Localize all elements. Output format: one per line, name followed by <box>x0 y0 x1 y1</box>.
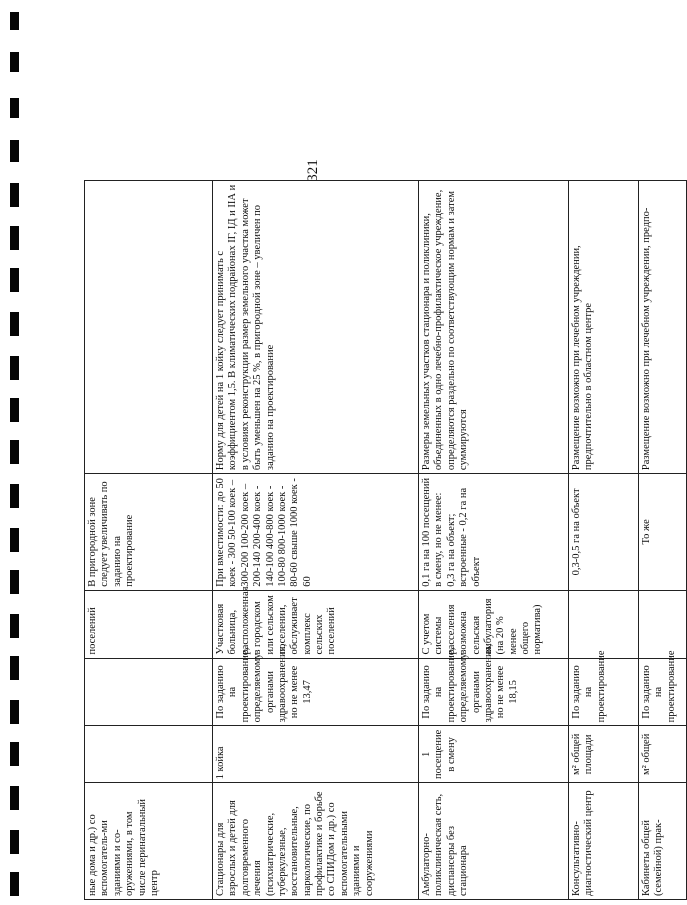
binding-mark <box>10 742 19 766</box>
binding-mark <box>10 700 19 724</box>
remarks-cell: Размеры земельных участков стационара и поликлиники, объединенных в одно лечебно-профилактическое учреждение, определяются раздельно по соответствующим нормам и затем суммируются <box>419 181 569 474</box>
binding-mark <box>10 140 19 162</box>
note-cell <box>569 590 639 658</box>
remarks-cell: Размещение возможно при лечебном учреждении, предпочтительно в областном центре <box>569 181 639 474</box>
norms-table <box>84 180 687 900</box>
norm-cell: По заданию на проектирование, определяемому органами здравоохранения, но не менее 18,15 <box>419 658 569 726</box>
area-cell: То же <box>639 474 687 591</box>
binding-mark <box>10 268 19 292</box>
remarks-cell: Размещение возможно при лечебном учреждении, предпо- <box>639 181 687 474</box>
facility-cell: ные дома и др.) со вспомогатель-ми зданиями и со-оружениями, в том числе перинатальный центр <box>85 783 213 900</box>
unit-cell: м² общей <box>639 726 687 783</box>
table-row <box>85 181 213 900</box>
binding-mark <box>10 614 19 638</box>
facility-cell: Стационары для взрослых и детей для долговременного лечения (психиатрические, туберкулезные, восстановительные, наркологические, по профилактике и борьбе со СПИДом и др.) со вспомогательными зданиями и сооружениями <box>213 783 419 900</box>
area-cell: 0,1 га на 100 посещений в смену, но не менее: 0,3 га на объект; встроенные - 0,2 га на объект <box>419 474 569 591</box>
binding-mark <box>10 872 19 896</box>
norms-table-container <box>84 180 677 900</box>
unit-cell: м² общей площади <box>569 726 639 783</box>
binding-mark <box>10 12 19 30</box>
remarks-cell <box>85 181 213 474</box>
facility-cell: Консультативно-диагностический центр <box>569 783 639 900</box>
binding-mark <box>10 183 19 207</box>
remarks-cell: Норму для детей на 1 койку следует принимать с коэффициентом 1,5. В климатических подрайонах IГ, IД и IIА и в условиях реконструкции размер земельного участка может быть уменьшен на 25 %, в пригородной зоне – увеличен по заданию на проектирование <box>213 181 419 474</box>
rotated-page-area <box>84 180 677 900</box>
page-number: 321 <box>304 159 321 182</box>
facility-cell: Амбулаторно-поликлиническая сеть, диспансеры без стационара <box>419 783 569 900</box>
binding-mark <box>10 484 19 508</box>
binding-mark <box>10 356 19 380</box>
binding-mark <box>10 398 19 422</box>
binding-mark <box>10 786 19 810</box>
table-row <box>639 181 687 900</box>
binding-mark <box>10 52 19 72</box>
binding-mark <box>10 528 19 552</box>
note-cell <box>639 590 687 658</box>
unit-cell <box>85 726 213 783</box>
table-row <box>213 181 419 900</box>
note-cell: поселений <box>85 590 213 658</box>
area-cell: В пригородной зоне следует увеличивать по заданию на проектирование <box>85 474 213 591</box>
unit-cell: 1 койка <box>213 726 419 783</box>
binding-mark <box>10 312 19 336</box>
norm-cell: По заданию на проектирование, определяемому органами здравоохранения, но не менее 13,47 <box>213 658 419 726</box>
binding-mark <box>10 226 19 250</box>
norm-cell: По заданию на проектирование <box>569 658 639 726</box>
norm-cell <box>85 658 213 726</box>
area-cell: При вместимости: до 50 коек - 300 50-100 коек – 300-200 100-200 коек – 200-140 200-400 коек - 140-100 400-800 коек - 100-80 800-1000 коек - 80-60 свыше 1000 коек - 60 <box>213 474 419 591</box>
norm-cell: По заданию на проектирование <box>639 658 687 726</box>
binding-mark <box>10 656 19 680</box>
table-row <box>569 181 639 900</box>
facility-cell: Кабинеты общей (семейной) прак- <box>639 783 687 900</box>
area-cell: 0,3-0,5 га на объект <box>569 474 639 591</box>
note-cell: Участковая больница, расположенная в городском или сельском поселении, обслуживает комплекс сельских поселений <box>213 590 419 658</box>
binding-mark <box>10 570 19 594</box>
note-cell: С учетом системы расселения возможна сельская амбулатория (на 20 % менее общего норматива) <box>419 590 569 658</box>
binding-mark <box>10 830 19 854</box>
table-row <box>419 181 569 900</box>
binding-mark <box>10 98 19 118</box>
unit-cell: 1 посещение в смену <box>419 726 569 783</box>
binding-mark <box>10 440 19 464</box>
